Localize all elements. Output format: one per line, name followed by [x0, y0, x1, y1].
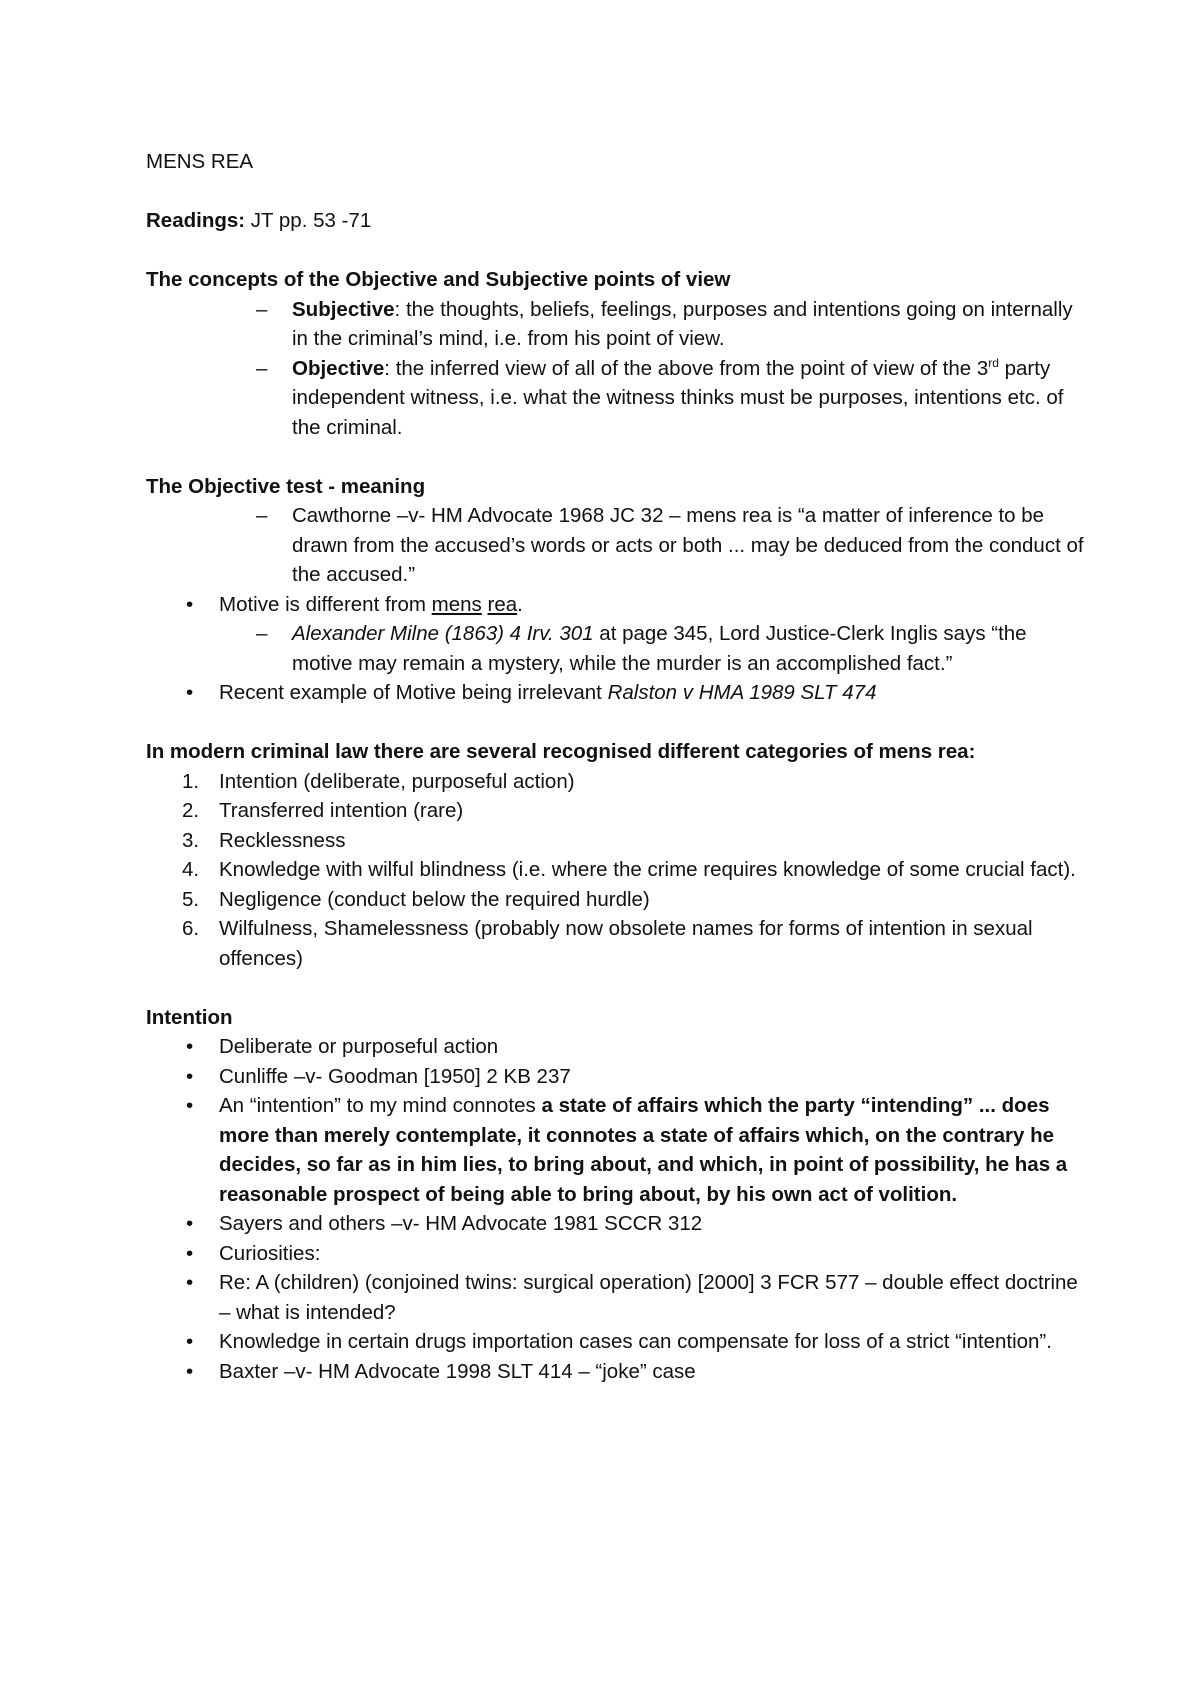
- dash-marker: –: [256, 504, 268, 527]
- rea-underlined: rea: [487, 592, 518, 616]
- category-text: Negligence (conduct below the required hurdle): [219, 887, 650, 911]
- list-item: [146, 767, 1086, 797]
- list-item: • Deliberate or purposeful action: [146, 1032, 1086, 1062]
- section-heading-objective-test: The Objective test - meaning: [146, 474, 426, 498]
- list-item: [146, 295, 1086, 354]
- category-text: Transferred intention (rare): [219, 799, 464, 822]
- bullet-marker: •: [186, 1359, 194, 1383]
- list-item: [146, 1357, 1086, 1387]
- list-item: [146, 914, 1086, 973]
- document-body: [146, 147, 1086, 1386]
- dash-marker: –: [256, 622, 268, 645]
- document-title: MENS REA: [146, 150, 254, 173]
- dash-marker: –: [256, 356, 268, 380]
- bullet-marker: •: [186, 592, 194, 616]
- conjoined-twins-case: Re: A (children) (conjoined twins: surgical operation) [2000] 3 FCR 577 – double effect doctrine – what is intended?: [219, 1271, 1078, 1324]
- bullet-marker: •: [186, 1064, 194, 1088]
- intention-quote-lead: An “intention” to my mind connotes: [219, 1094, 542, 1117]
- bullet-marker: •: [186, 1094, 194, 1117]
- bullet-marker: •: [186, 1212, 194, 1235]
- category-text: Wilfulness, Shamelessness (probably now obsolete names for forms of intention in sexual offences): [219, 917, 1033, 970]
- milne-quote: at page 345, Lord Justice-Clerk Inglis says “the motive may remain a mystery, while the murder is an accomplished fact.”: [292, 622, 1027, 675]
- cawthorne-case: Cawthorne –v- HM Advocate 1968 JC 32 – mens rea is “a matter of inference to be drawn from the accused’s words or acts or both ... may be deduced from the conduct of the accused.”: [292, 504, 1084, 586]
- readings-line: [146, 206, 1086, 236]
- list-number: 6.: [182, 917, 200, 940]
- sayers-case: Sayers and others –v- HM Advocate 1981 SCCR 312: [219, 1212, 703, 1235]
- objective-definition-b: party independent witness, i.e. what the witness thinks must be purposes, intentions etc. of the criminal.: [292, 356, 1064, 439]
- list-item: [146, 354, 1086, 443]
- objective-definition-a: : the inferred view of all of the above from the point of view of the 3: [384, 356, 989, 380]
- dash-marker: –: [256, 297, 268, 321]
- ralston-case-citation: Ralston v HMA 1989 SLT 474: [607, 681, 877, 704]
- section-heading-concepts: The concepts of the Objective and Subjective points of view: [146, 268, 731, 291]
- motive-text: Motive is different from: [219, 592, 432, 616]
- list-item: • Curiosities:: [146, 1239, 1086, 1269]
- section-heading-categories: In modern criminal law there are several recognised different categories of mens rea:: [146, 740, 976, 763]
- list-item: [146, 678, 1086, 708]
- section-heading-intention: Intention: [146, 1005, 233, 1029]
- category-text: Knowledge with wilful blindness (i.e. where the crime requires knowledge of some crucial fact).: [219, 858, 1076, 881]
- baxter-case: Baxter –v- HM Advocate 1998 SLT 414 – “joke” case: [219, 1359, 696, 1383]
- mens-underlined: mens: [431, 592, 482, 616]
- category-text: Intention (deliberate, purposeful action): [219, 769, 575, 793]
- list-number: 4.: [182, 858, 200, 881]
- list-item: [146, 885, 1086, 915]
- list-item: [146, 619, 1086, 678]
- list-number: 3.: [182, 828, 200, 852]
- list-item: [146, 1268, 1086, 1327]
- list-item: [146, 826, 1086, 856]
- superscript-rd: rd: [988, 355, 999, 370]
- list-item: [146, 1209, 1086, 1239]
- category-text: Recklessness: [219, 828, 346, 852]
- subjective-definition: : the thoughts, beliefs, feelings, purposes and intentions going on internally in the criminal’s mind, i.e. from his point of view.: [292, 297, 1073, 350]
- list-number: 2.: [182, 799, 200, 822]
- list-item: • Motive is different from mens rea.: [146, 590, 1086, 620]
- cunliffe-case: Cunliffe –v- Goodman [1950] 2 KB 237: [219, 1064, 571, 1088]
- list-item: [146, 796, 1086, 826]
- bullet-marker: •: [186, 1241, 194, 1265]
- bullet-marker: •: [186, 1330, 194, 1353]
- list-number: 1.: [182, 769, 200, 793]
- list-item: [146, 1062, 1086, 1092]
- term-subjective: Subjective: [292, 297, 395, 321]
- readings-label: Readings:: [146, 209, 246, 232]
- list-item: [146, 1091, 1086, 1209]
- bullet-marker: •: [186, 1035, 194, 1058]
- milne-case-citation: Alexander Milne (1863) 4 Irv. 301: [292, 622, 594, 645]
- bullet-marker: •: [186, 681, 194, 704]
- list-item: [146, 501, 1086, 590]
- intention-quote-bold: a state of affairs which the party “intending” ... does more than merely contemplate, it connotes a state of affairs which, on the contrary he decides, so far as in him lies, to bring about, and which, in point of possibility, he has a reasonable prospect of being able to bring about, by his own act of volition.: [219, 1094, 1068, 1206]
- list-number: 5.: [182, 887, 200, 911]
- list-item: [146, 855, 1086, 885]
- term-objective: Objective: [292, 356, 385, 380]
- bullet-marker: •: [186, 1271, 194, 1294]
- list-item: • Knowledge in certain drugs importation cases can compensate for loss of a strict “intention”.: [146, 1327, 1086, 1357]
- readings-value: JT pp. 53 -71: [245, 209, 372, 232]
- motive-irrelevant-text: Recent example of Motive being irrelevant: [219, 681, 608, 704]
